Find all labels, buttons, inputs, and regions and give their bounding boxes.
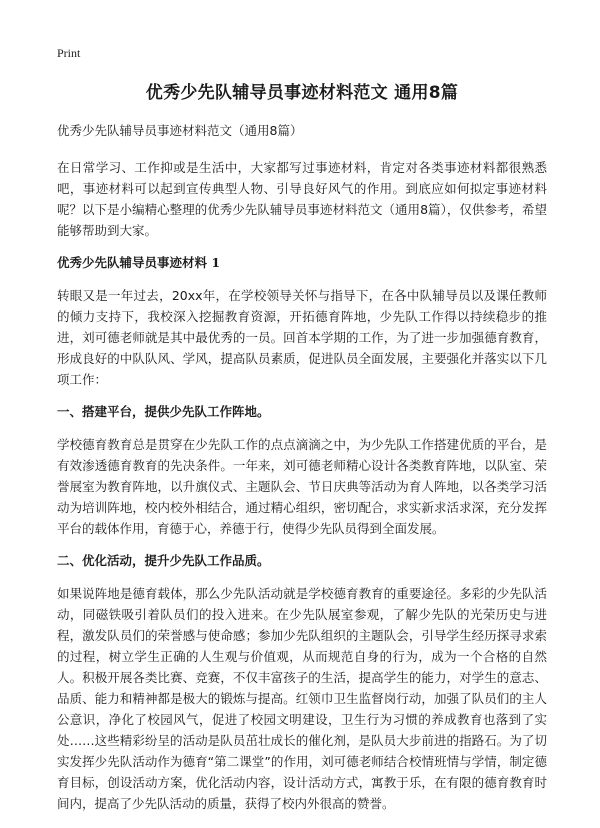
intro-paragraph: 在日常学习、工作抑或是生活中，大家都写过事迹材料，肯定对各类事迹材料都很熟悉吧，事迹材料可以起到宣传典型人物、引导良好风气的作用。到底应如何拟定事迹材料呢？以下是小编精心整理的优秀少先队辅导员事迹材料范文（通用8篇），仅供参考，希望能够帮助到大家。 bbox=[57, 160, 547, 238]
print-link[interactable]: Print bbox=[57, 46, 81, 60]
point-one-heading: 一、搭建平台，提供少先队工作阵地。 bbox=[57, 404, 270, 419]
point-two-heading: 二、优化活动，提升少先队工作品质。 bbox=[57, 553, 270, 568]
page-title: 优秀少先队辅导员事迹材料范文 通用8篇 bbox=[145, 83, 459, 103]
point-two-paragraph: 如果说阵地是德育载体，那么少先队活动就是学校德育教育的重要途径。多彩的少先队活动，同磁铁吸引着队员们的投入进来。在少先队展室参观，了解少先队的光荣历史与进程，激发队员们的荣誉感与使命感；参加少先队组织的主题队会，引导学生经历探寻求索的过程，树立学生正确的人生观与价值观，从而规范自身的行为，成为一个合格的自然人。积极开展各类比赛、竞赛，不仅丰富孩子的生活，提高学生的能力，对学生的意志、品质、能力和精神都是极大的锻炼与提高。红领巾卫生监督岗行动，加强了队员们的主人公意识，净化了校园风气，促进了校园文明建设，卫生行为习惯的养成教育也落到了实处……这些精彩纷呈的活动是队员茁壮成长的催化剂，是队员大步前进的指路石。为了切实发挥少先队活动作为德育“第二课堂”的作用，刘可德老师结合校情班情与学情，制定德育目标，创设活动方案，优化活动内容，设计活动方式，寓教于乐，在有限的德育教育时间内，提高了少先队活动的质量，获得了校内外很高的赞誉。 bbox=[57, 586, 547, 811]
section-heading: 优秀少先队辅导员事迹材料 1 bbox=[57, 255, 221, 270]
document-subtitle: 优秀少先队辅导员事迹材料范文（通用8篇） bbox=[57, 123, 303, 138]
point-one-paragraph: 学校德育教育总是贯穿在少先队工作的点点滴滴之中，为少先队工作搭建优质的平台，是有效渗透德育教育的先决条件。一年来，刘可德老师精心设计各类教育阵地，以队室、荣誉展室为教育阵地，以升旗仪式、主题队会、节日庆典等活动为育人阵地，以各类学习活动为培训阵地，校内校外相结合，通过精心组织，密切配合，求实新求活求深，充分发挥平台的载体作用，育德于心，养德于行，使得少先队员得到全面发展。 bbox=[57, 437, 547, 536]
document-body bbox=[57, 78, 547, 826]
section-paragraph: 转眼又是一年过去，20xx年，在学校领导关怀与指导下，在各中队辅导员以及课任教师的倾力支持下，我校深入挖掘教育资源，开拓德育阵地，少先队工作得以持续稳步的推进，刘可德老师就是其中最优秀的一员。回首本学期的工作，为了进一步加强德育教育，形成良好的中队队风、学风，提高队员素质，促进队员全面发展，主要强化并落实以下几项工作： bbox=[57, 288, 547, 387]
